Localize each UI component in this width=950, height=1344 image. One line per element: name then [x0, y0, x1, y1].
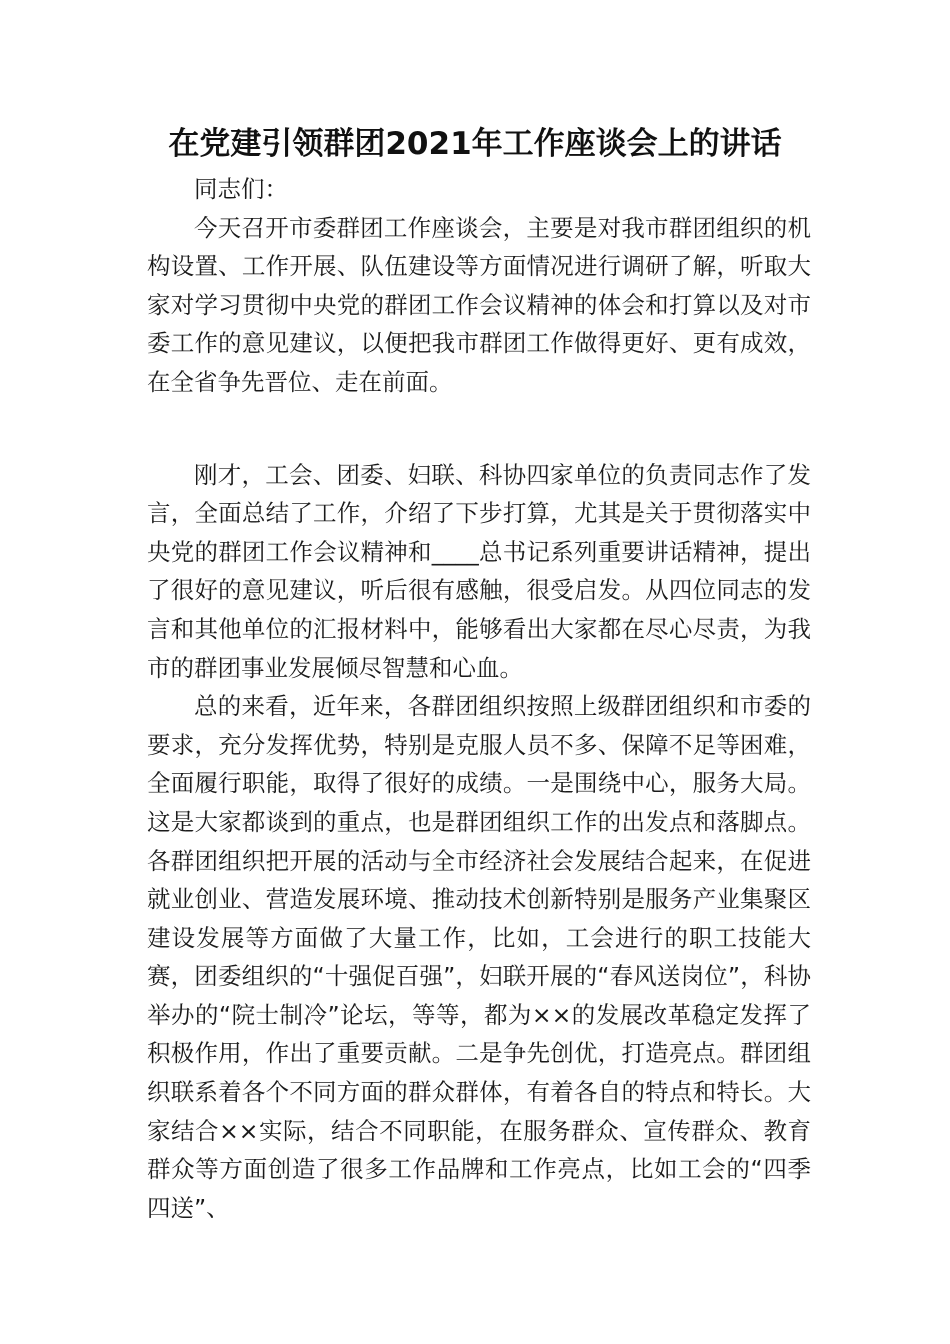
document-body	[147, 170, 811, 1227]
body-paragraph: 今天召开市委群团工作座谈会，主要是对我市群团组织的机构设置、工作开展、队伍建设等方面情况进行调研了解，听取大家对学习贯彻中央党的群团工作会议精神的体会和打算以及对市委工作的意见建议，以便把我市群团工作做得更好、更有成效，在全省争先晋位、走在前面。	[147, 213, 811, 396]
document-title: 在党建引领群团2021年工作座谈会上的讲话	[168, 126, 782, 162]
salutation-paragraph: 同志们：	[194, 175, 288, 203]
body-paragraph: 总的来看，近年来，各群团组织按照上级群团组织和市委的要求，充分发挥优势，特别是克服人员不多、保障不足等困难，全面履行职能，取得了很好的成绩。一是围绕中心，服务大局。这是大家都谈到的重点，也是群团组织工作的出发点和落脚点。各群团组织把开展的活动与全市经济社会发展结合起来，在促进就业创业、营造发展环境、推动技术创新特别是服务产业集聚区建设发展等方面做了大量工作，比如，工会进行的职工技能大赛，团委组织的“十强促百强”，妇联开展的“春风送岗位”，科协举办的“院士制冷”论坛，等等，都为××的发展改革稳定发挥了积极作用，作出了重要贡献。二是争先创优，打造亮点。群团组织联系着各个不同方面的群众群体，有着各自的特点和特长。大家结合××实际，结合不同职能，在服务群众、宣传群众、教育群众等方面创造了很多工作品牌和工作亮点，比如工会的“四季四送”、	[147, 692, 811, 1222]
body-paragraph: 刚才，工会、团委、妇联、科协四家单位的负责同志作了发言，全面总结了工作，介绍了下步打算，尤其是关于贯彻落实中央党的群团工作会议精神和____总书记系列重要讲话精神，提出了很好的意见建议，听后很有感触，很受启发。从四位同志的发言和其他单位的汇报材料中，能够看出大家都在尽心尽责，为我市的群团事业发展倾尽智慧和心血。	[147, 460, 811, 682]
